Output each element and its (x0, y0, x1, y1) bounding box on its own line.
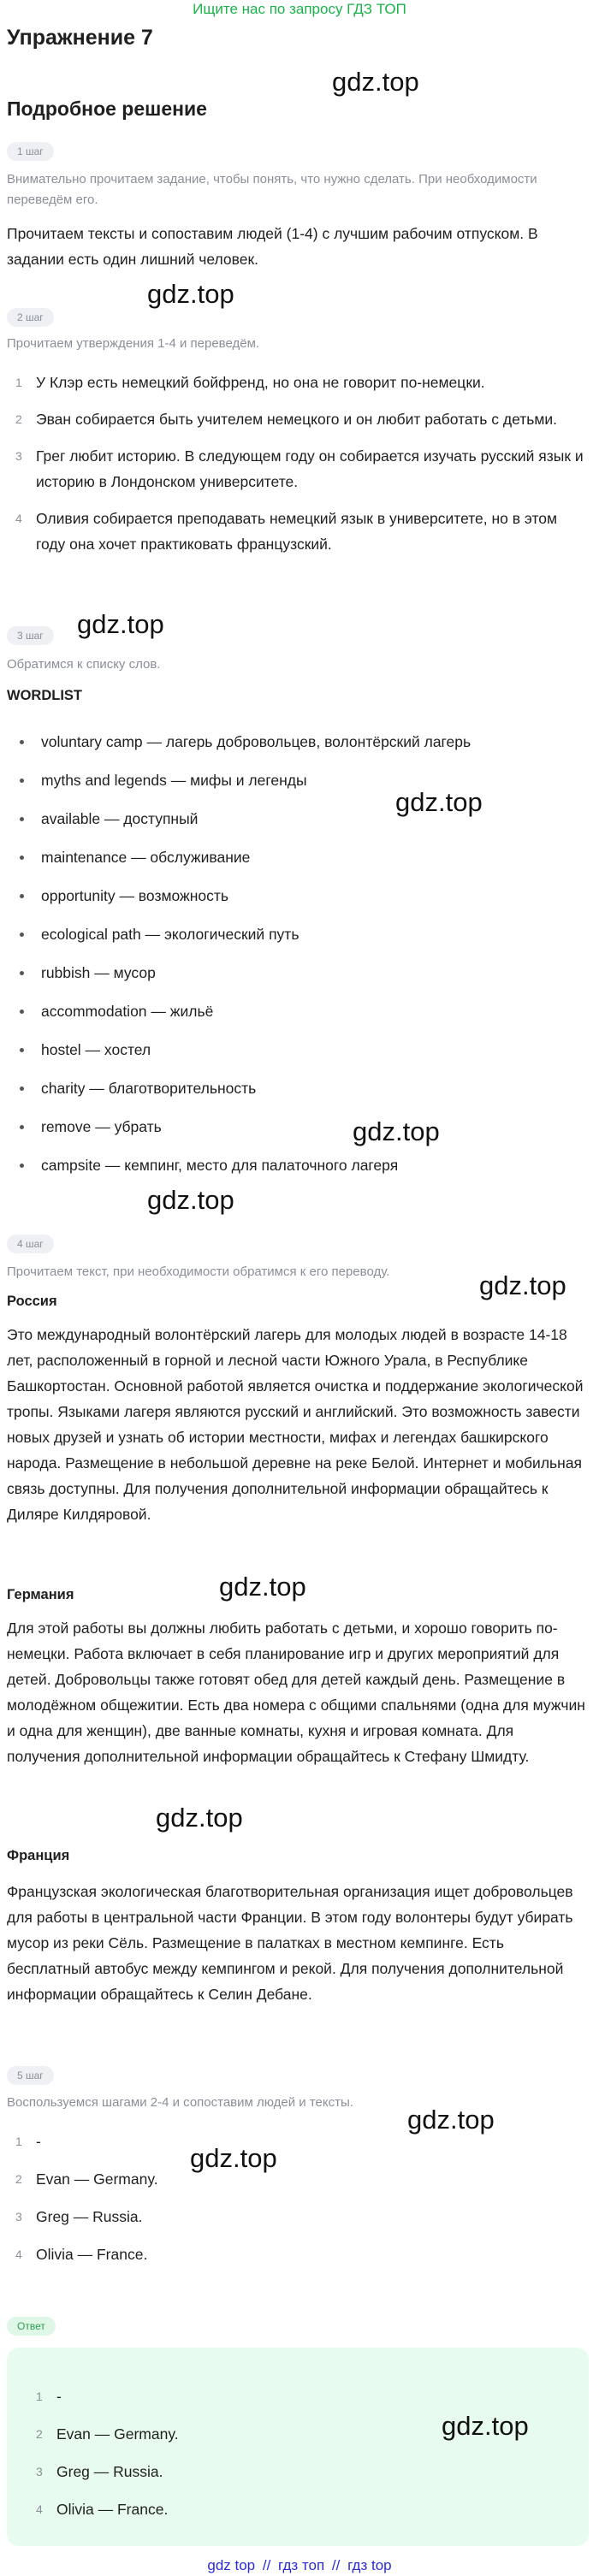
list-item: 3 Грег любит историю. В следующем году он собирается изучать русский язык и историю в Лондонском университете. (15, 447, 584, 490)
list-item: 3 Greg — Russia. (15, 2208, 143, 2225)
text-france: Французская экологическая благотворительная организация ищет добровольцев для работы в центральной части Франции. В этом году волонтеры будут убирать мусор из реки Сёль. Размещение в палатках в местном кемпинге. Есть бесплатный автобус между кемпингом и рекой. Для получения дополнительной информации обращайтесь к Селин Дебане. (7, 1883, 573, 2003)
step-note: Прочитаем текст, при необходимости обратимся к его переводу. (7, 1264, 390, 1279)
watermark: gdz.top (219, 1572, 306, 1602)
answer-badge: Ответ (7, 2317, 56, 2336)
step-badge: 4 шаг (7, 1235, 54, 1253)
wordlist (7, 723, 471, 1185)
watermark: gdz.top (147, 1185, 234, 1215)
step-note: Прочитаем утверждения 1-4 и переведём. (7, 336, 260, 351)
list-item: opportunity — возможность (7, 877, 471, 915)
watermark: gdz.top (332, 67, 419, 97)
list-item: 1 У Клэр есть немецкий бойфренд, но она не говорит по-немецки. (15, 374, 485, 391)
step-note: Обратимся к списку слов. (7, 657, 161, 672)
footer-link[interactable]: гдз топ (278, 2557, 325, 2573)
top-banner[interactable]: Ищите нас по запросу ГДЗ ТОП (193, 1, 406, 17)
list-item: 1 - (15, 2133, 41, 2150)
matching-list (7, 2129, 584, 2267)
list-item: 4 Olivia — France. (36, 2501, 169, 2518)
section-heading-france: Франция (7, 1848, 70, 1863)
step-badge: 2 шаг (7, 308, 54, 327)
watermark: gdz.top (479, 1270, 566, 1300)
watermark: gdz.top (395, 787, 483, 817)
step-note: Внимательно прочитаем задание, чтобы понять, что нужно сделать. При необходимости переведём его. (7, 172, 537, 207)
list-item: ecological path — экологический путь (7, 915, 471, 954)
watermark: gdz.top (147, 279, 234, 309)
section-heading-russia: Россия (7, 1294, 57, 1309)
footer-separator: // (262, 2557, 271, 2573)
section-heading-germany: Германия (7, 1587, 74, 1602)
list-item: charity — благотворительность (7, 1069, 471, 1108)
footer-separator: // (331, 2557, 341, 2573)
wordlist-heading: WORDLIST (7, 688, 82, 703)
list-item: maintenance — обслуживание (7, 838, 471, 877)
solution-heading: Подробное решение (7, 98, 207, 120)
list-item: myths and legends — мифы и легенды (7, 761, 471, 800)
list-item: 4 Оливия собирается преподавать немецкий язык в университете, но в этом году она хочет практиковать французский. (15, 510, 558, 553)
watermark: gdz.top (407, 2105, 495, 2135)
page-title: Упражнение 7 (7, 26, 153, 50)
footer-link[interactable]: gdz top (207, 2557, 256, 2573)
list-item: 1 - (36, 2388, 62, 2405)
list-item: voluntary camp — лагерь добровольцев, волонтёрский лагерь (7, 723, 471, 761)
step-badge: 1 шаг (7, 142, 54, 161)
text-russia: Это международный волонтёрский лагерь для молодых людей в возрасте 14-18 лет, расположенный в горной и лесной части Южного Урала, в Республике Башкортостан. Основной работой является очистка и поддержание экологической тропы. Языками лагеря являются русский и английский. Это возможность завести новых друзей и узнать об истории местности, мифах и легендах башкирского народа. Размещение в небольшой деревне на реке Белой. Интернет и мобильная связь доступны. Для получения дополнительной информации обращайтесь к Диляре Килдяровой. (7, 1326, 584, 1523)
list-item: remove — убрать (7, 1108, 471, 1146)
list-item: rubbish — мусор (7, 954, 471, 992)
watermark: gdz.top (442, 2411, 529, 2441)
list-item: campsite — кемпинг, место для палаточного лагеря (7, 1146, 471, 1185)
list-item: available — доступный (7, 800, 471, 838)
watermark: gdz.top (190, 2143, 277, 2173)
text-germany: Для этой работы вы должны любить работать с детьми, и хорошо говорить по-немецки. Работа включает в себя планирование игр и других мероприятий для детей. Добровольцы также готовят обед для детей каждый день. Размещение в молодёжном общежитии. Есть два номера с общими спальнями (одна для мужчин и одна для женщин), две ванные комнаты, кухня и игровая комната. Для получения дополнительной информации обращайтесь к Стефану Шмидту. (7, 1620, 585, 1765)
watermark: gdz.top (353, 1116, 440, 1146)
list-item: accommodation — жильё (7, 992, 471, 1031)
step-note: Воспользуемся шагами 2-4 и сопоставим людей и тексты. (7, 2095, 353, 2110)
list-item: 4 Olivia — France. (15, 2246, 148, 2263)
list-item: 2 Эван собирается быть учителем немецкого и он любит работать с детьми. (15, 411, 558, 428)
footer-links (0, 2556, 599, 2575)
answer-list (27, 2384, 599, 2522)
list-item: 2 Evan — Germany. (36, 2425, 179, 2443)
list-item: 3 Greg — Russia. (36, 2463, 163, 2480)
footer-link[interactable]: гдз top (347, 2557, 392, 2573)
list-item: hostel — хостел (7, 1031, 471, 1069)
watermark: gdz.top (77, 609, 164, 639)
step-badge: 5 шаг (7, 2066, 54, 2085)
list-item: 2 Evan — Germany. (15, 2170, 158, 2188)
step-text: Прочитаем тексты и сопоставим людей (1-4) с лучшим рабочим отпуском. В задании есть один лишний человек. (7, 225, 538, 268)
statements-list (7, 370, 584, 557)
step-badge: 3 шаг (7, 626, 54, 645)
watermark: gdz.top (156, 1803, 243, 1833)
